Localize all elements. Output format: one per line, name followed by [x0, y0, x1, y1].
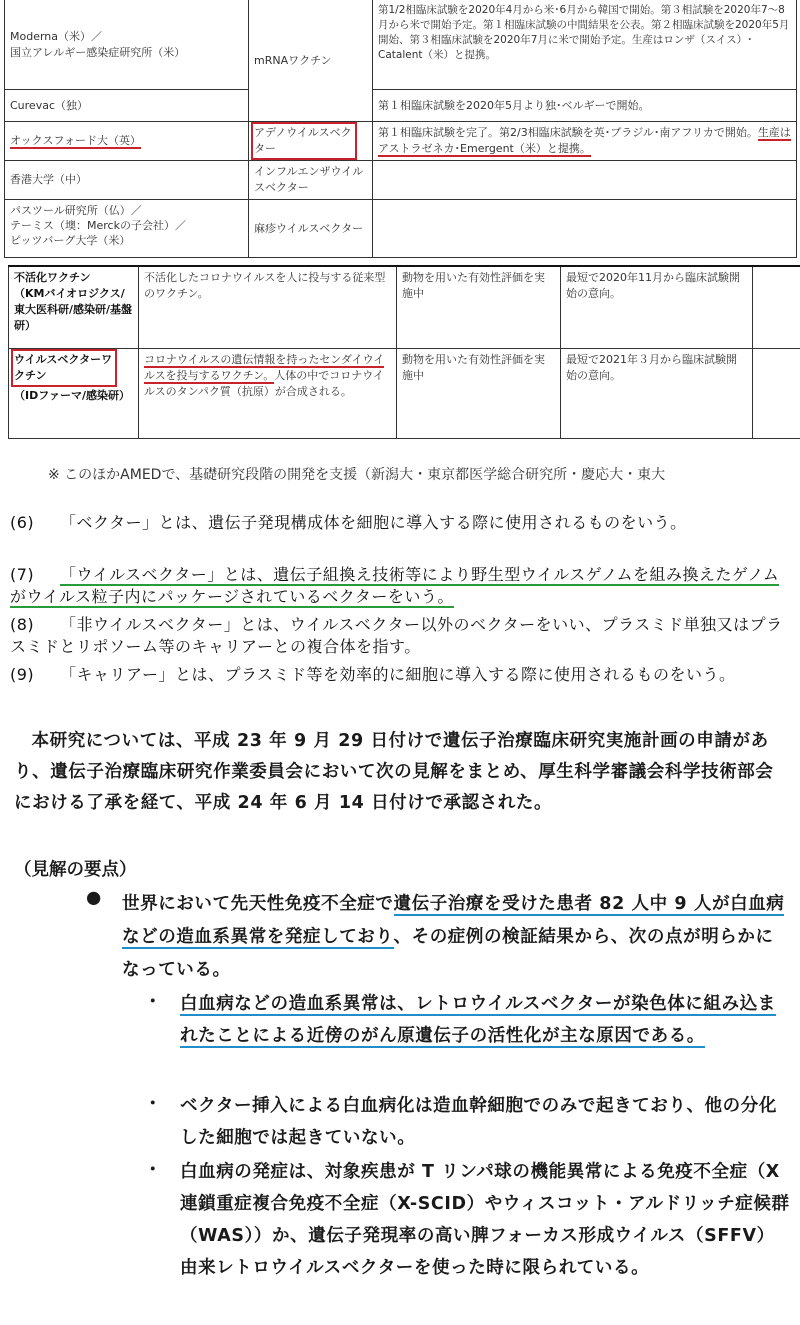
desc-cell	[139, 348, 397, 438]
definition-number: (9)	[10, 665, 35, 684]
definition-6	[10, 512, 790, 534]
status-cell: 第1/2相臨床試験を2020年4月から米･6月から韓国で開始。第３相試験を2020年7～8月から米で開始予定。第１相臨床試験の中間結果を公表。第２相臨床試験を2020年5月開始、第３相臨床試験を2020年7月に米で開始予定。生産はロンザ（スイス）･Catalent（米）と提携。	[373, 0, 797, 90]
vaccine-name: 不活化ワクチン	[14, 271, 91, 284]
org-cell	[5, 122, 249, 161]
vaccine-table-1	[4, 0, 797, 258]
sub-bullet-icon: ・	[144, 992, 162, 1012]
empty-cell	[753, 266, 800, 348]
sub-point: 白血病の発症は、対象疾患が T リンパ球の機能異常による免疫不全症（X 連鎖重症複合免疫不全症（X-SCID）やウィスコット・アルドリッチ症候群（WAS））か、遺伝子発現率の高い脾フォーカス形成ウイルス（SFFV）由来レトロウイルスベクターを使った時に限られている。	[180, 1162, 790, 1278]
org-cell: パスツール研究所（仏）／ テーミス（墺：Merckの子会社）／ ピッツバーグ大学（米）	[5, 200, 249, 258]
eval-cell: 動物を用いた有効性評価を実施中	[397, 266, 561, 348]
definition-number: (7)	[10, 565, 35, 584]
bullet-icon: ●	[86, 888, 102, 908]
definition-number: (6)	[10, 513, 35, 532]
type-highlight: アデノウイルスベクター	[254, 125, 354, 157]
plan-cell: 最短で2020年11月から臨床試験開始の意向。	[561, 266, 753, 348]
org-highlight: オックスフォード大（英）	[10, 134, 142, 147]
status-cell: 第１相臨床試験を2020年5月より独･ベルギーで開始。	[373, 90, 797, 122]
type-cell: インフルエンザウイルスベクター	[249, 161, 373, 200]
status-cell	[373, 122, 797, 161]
status-highlight: 生産はアストラゼネカ･Emergent（米）と提携。	[378, 126, 791, 155]
desc-cell: 不活化したコロナウイルスを人に投与する従来型のワクチン。	[139, 266, 397, 348]
definition-number: (8)	[10, 615, 35, 634]
main-point-text: 、その症例の検証結果から、次の点が明らかになっている。	[122, 927, 774, 980]
org-cell: 香港大学（中）	[5, 161, 249, 200]
definition-text: 「ウイルスベクター」とは、遺伝子組換え技術等により野生型ウイルスゲノムを組み換えたゲノムがウイルス粒子内にパッケージされているベクターをいう。	[10, 565, 780, 606]
definition-7	[10, 564, 790, 608]
definition-9	[10, 664, 790, 686]
amed-note: ※ このほかAMEDで、基礎研究段階の開発を支援（新潟大・東京都医学総合研究所・慶応大・東大	[48, 467, 666, 483]
definition-text: 「非ウイルスベクター」とは、ウイルスベクター以外のベクターをいい、プラスミド単独又はプラスミドとリポソーム等のキャリアーとの複合体を指す。	[10, 615, 783, 656]
org-cell: Curevac（独）	[5, 90, 249, 122]
vaccine-table-2	[8, 265, 800, 439]
status-cell	[373, 161, 797, 200]
empty-cell	[753, 348, 800, 438]
approval-paragraph: 本研究については、平成 23 年 9 月 29 日付けで遺伝子治療臨床研究実施計画の申請があり、遺伝子治療臨床研究作業委員会において次の見解をまとめ、厚生科学審議会科学技術部会における了承を経て、平成 24 年 6 月 14 日付けで承認された。	[14, 731, 774, 813]
main-point-highlight: 遺伝子治療を受けた患者 82 人中 9 人が白血病などの造血系異常を発症しており	[122, 894, 785, 947]
main-point-text: 世界において先天性免疫不全症で	[122, 894, 394, 914]
type-cell	[249, 122, 373, 161]
vaccine-name-cell	[9, 266, 139, 348]
main-point	[122, 888, 790, 987]
eval-cell: 動物を用いた有効性評価を実施中	[397, 348, 561, 438]
points-heading: （見解の要点）	[14, 860, 137, 880]
sub-bullet-icon: ・	[144, 1160, 162, 1180]
sub-point: ベクター挿入による白血病化は造血幹細胞でのみで起きており、他の分化した細胞では起きていない。	[180, 1096, 777, 1148]
definition-8	[10, 614, 790, 658]
definition-text: 「キャリアー」とは、プラスミド等を効率的に細胞に導入する際に使用されるものをいう。	[60, 665, 736, 684]
plan-cell: 最短で2021年３月から臨床試験開始の意向。	[561, 348, 753, 438]
org-cell: Moderna（米）／ 国立アレルギー感染症研究所（米）	[5, 0, 249, 90]
definition-text: 「ベクター」とは、遺伝子発現構成体を細胞に導入する際に使用されるものをいう。	[60, 513, 687, 532]
vaccine-org: （KMバイオロジクス/東大医科研/感染研/基盤研）	[14, 287, 133, 332]
status-text: 第１相臨床試験を完了。第2/3相臨床試験を英･ブラジル･南アフリカで開始。	[378, 126, 758, 139]
type-cell: 麻疹ウイルスベクター	[249, 200, 373, 258]
status-cell	[373, 200, 797, 258]
sub-point	[180, 988, 790, 1052]
vaccine-name-cell	[9, 348, 139, 438]
vaccine-name: ウイルスベクターワクチン	[14, 352, 113, 382]
sub-bullet-icon: ・	[144, 1094, 162, 1114]
desc-highlight: コロナウイルスの遺伝情報を持ったセンダイウイルスを投与するワクチン。	[144, 352, 385, 382]
type-cell: mRNAワクチン	[249, 0, 373, 122]
desc-text: 人体の中でコロナウイルスのタンパク質（抗原）が合成される。	[144, 368, 384, 398]
vaccine-org: （IDファーマ/感染研）	[14, 388, 131, 402]
sub-point-highlight: 白血病などの造血系異常は、レトロウイルスベクターが染色体に組み込まれたことによる近傍のがん原遺伝子の活性化が主な原因である。	[180, 994, 776, 1046]
